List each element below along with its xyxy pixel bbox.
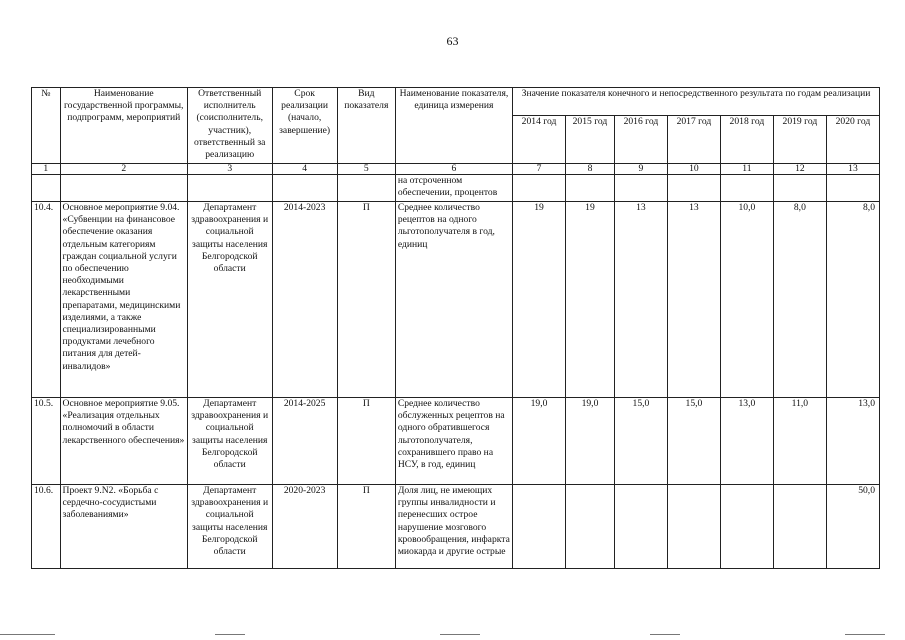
row-indicator: Доля лиц, не имеющих группы инвалидности и перенесших острое нарушение мозгового кровообращения, инфаркта миокарда и другие острые [395,485,512,569]
column-number: 12 [773,164,826,175]
page-number: 63 [446,34,459,48]
column-number: 2 [60,164,187,175]
column-number: 5 [337,164,395,175]
scan-artifact [215,634,245,635]
row-term: 2020-2023 [272,485,337,569]
row-value: 19 [513,202,566,398]
row-indicator: на отсроченном обеспечении, процентов [395,175,512,202]
header-year: 2015 год [566,116,615,164]
row-value: 11,0 [773,398,826,485]
row-no: 10.5. [32,398,61,485]
header-row-top [32,88,880,116]
header-year: 2019 год [773,116,826,164]
scan-artifact [440,634,480,635]
row-value: 8,0 [826,202,879,398]
row-indicator: Среднее количество обслуженных рецептов на одного обратившегося льготополучателя, сохранившего право на НСУ, в год, единиц [395,398,512,485]
row-value [614,485,667,569]
row-value [513,175,566,202]
row-no [32,175,61,202]
scan-artifact [0,634,55,635]
row-name: Основное мероприятие 9.05. «Реализация отдельных полномочий в области лекарственного обеспечения» [60,398,187,485]
column-number: 8 [566,164,615,175]
header-year: 2014 год [513,116,566,164]
row-value [773,485,826,569]
row-value: 8,0 [773,202,826,398]
header-year: 2018 год [720,116,773,164]
indicators-table [31,87,880,569]
row-type: П [337,398,395,485]
row-type: П [337,485,395,569]
header-values: Значение показателя конечного и непосредственного результата по годам реализации [513,88,880,116]
row-value [720,485,773,569]
header-indicator: Наименование показателя, единица измерения [395,88,512,164]
row-value [667,175,720,202]
scan-artifact [650,634,680,635]
column-number: 7 [513,164,566,175]
row-term: 2014-2023 [272,202,337,398]
row-value: 10,0 [720,202,773,398]
row-value: 13,0 [826,398,879,485]
header-no: № [32,88,61,164]
row-value [720,175,773,202]
row-indicator: Среднее количество рецептов на одного льготополучателя в год, единиц [395,202,512,398]
row-term [272,175,337,202]
header-name: Наименование государственной программы, подпрограмм, мероприятий [60,88,187,164]
row-name: Основное мероприятие 9.04. «Субвенции на финансовое обеспечение оказания отдельным категориям граждан социальной услуги по обеспечению необходимыми лекарственными препаратами, медицинскими изделиями, а также специализированными продуктами лечебного питания для детей-инвалидов» [60,202,187,398]
column-number: 1 [32,164,61,175]
row-responsible: Департамент здравоохранения и социальной защиты населения Белгородской области [187,202,272,398]
table-row [32,398,880,485]
scan-artifact [845,634,885,635]
row-value [566,485,615,569]
header-type: Вид показателя [337,88,395,164]
row-value: 13 [614,202,667,398]
row-value: 50,0 [826,485,879,569]
column-number: 11 [720,164,773,175]
row-no: 10.6. [32,485,61,569]
row-name [60,175,187,202]
table-row [32,202,880,398]
column-number: 13 [826,164,879,175]
row-value: 19,0 [513,398,566,485]
header-year: 2020 год [826,116,879,164]
column-number: 9 [614,164,667,175]
row-responsible: Департамент здравоохранения и социальной защиты населения Белгородской области [187,485,272,569]
table-row [32,485,880,569]
header-year: 2016 год [614,116,667,164]
column-number: 6 [395,164,512,175]
row-no: 10.4. [32,202,61,398]
row-type: П [337,202,395,398]
table-row [32,175,880,202]
row-value: 19,0 [566,398,615,485]
row-value [667,485,720,569]
column-number: 4 [272,164,337,175]
row-value [566,175,615,202]
row-value [513,485,566,569]
row-value: 19 [566,202,615,398]
row-term: 2014-2025 [272,398,337,485]
row-value [614,175,667,202]
row-type [337,175,395,202]
column-numbers-row [32,164,880,175]
row-value: 15,0 [614,398,667,485]
row-value: 13 [667,202,720,398]
row-value: 13,0 [720,398,773,485]
header-term: Срок реализации (начало, завершение) [272,88,337,164]
header-year: 2017 год [667,116,720,164]
row-value [826,175,879,202]
row-value: 15,0 [667,398,720,485]
row-responsible: Департамент здравоохранения и социальной защиты населения Белгородской области [187,398,272,485]
header-responsible: Ответственный исполнитель (соисполнитель, участник), ответственный за реализацию [187,88,272,164]
row-responsible [187,175,272,202]
row-name: Проект 9.N2. «Борьба с сердечно-сосудистыми заболеваниями» [60,485,187,569]
column-number: 3 [187,164,272,175]
row-value [773,175,826,202]
column-number: 10 [667,164,720,175]
